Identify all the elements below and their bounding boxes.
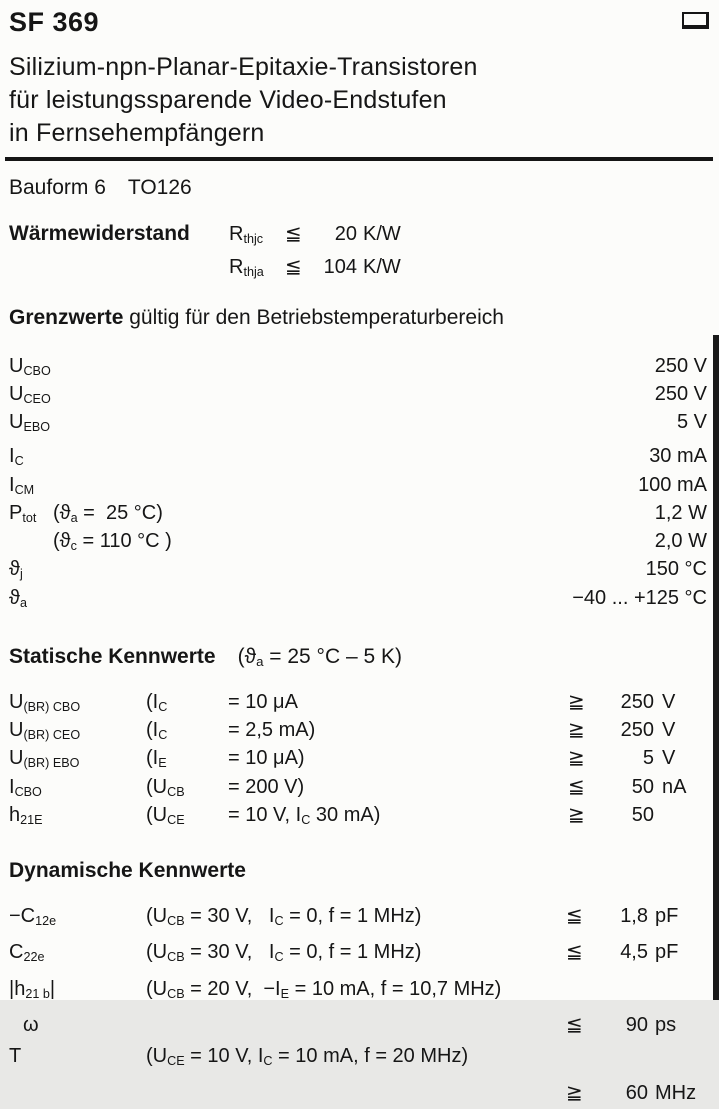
c1-cell: (IC	[146, 719, 168, 742]
statische-row	[9, 776, 719, 804]
c1-cell: (UCE	[146, 803, 185, 827]
val-cell: −40 ... +125 °C	[572, 586, 707, 609]
cond-cell: (UCB = 30 V, IC = 0, f = 1 MHz)	[146, 941, 422, 965]
num-cell	[606, 1041, 648, 1077]
dynamische-row	[9, 974, 719, 1010]
c1-cell: (UCB	[146, 775, 185, 799]
unit-cell	[648, 974, 655, 1010]
dynamische-row	[9, 1078, 719, 1109]
description-line: für leistungssparende Video-Endstufen	[9, 86, 447, 114]
grenzwert-row	[9, 355, 719, 383]
rel-cell	[566, 974, 606, 1010]
num-cell: 250	[620, 690, 654, 713]
val-cell: 30 mA	[649, 445, 707, 468]
cond-cell	[53, 445, 649, 473]
cond-cell	[53, 355, 655, 383]
grenzwert-row	[9, 383, 719, 411]
sym-cell: h21E	[9, 803, 43, 827]
unit-cell: ps	[655, 1013, 677, 1036]
cond-cell	[53, 383, 655, 411]
cond-cell	[146, 1010, 566, 1042]
num-cell: 5	[642, 747, 654, 770]
heading-condition: (ϑa = 25 °C – 5 K)	[237, 644, 402, 669]
num-cell: 20	[334, 223, 357, 245]
heading-bold-text: Statische Kennwerte	[9, 644, 216, 668]
sym-cell: |h21 b|	[9, 977, 56, 1001]
dynamische-row	[9, 937, 719, 973]
rel-cell: ≧	[568, 803, 585, 826]
grenzwert-row	[9, 474, 719, 502]
cond-cell: (UCB = 30 V, IC = 0, f = 1 MHz)	[146, 905, 422, 928]
num-cell: 50	[631, 803, 654, 826]
sym-cell: ϑa	[9, 586, 27, 610]
num-cell	[606, 974, 648, 1010]
num-cell: 250	[620, 719, 654, 742]
package-line	[0, 176, 719, 200]
sym-cell: IC	[9, 445, 24, 469]
statische-row	[9, 719, 719, 747]
horizontal-rule	[5, 157, 713, 161]
statische-table	[0, 691, 719, 832]
val-cell: 250 V	[654, 382, 707, 405]
unit-cell: pF	[655, 941, 679, 964]
statische-row	[9, 747, 719, 775]
dynamische-row	[9, 901, 719, 937]
rel-cell: ≦	[285, 255, 302, 278]
c2-cell: = 10 μA	[228, 690, 298, 713]
sym-cell: UEBO	[9, 411, 51, 434]
sym-cell: U(BR) CEO	[9, 719, 81, 742]
val-cell: 100 mA	[638, 473, 707, 496]
corner-box-icon	[682, 12, 709, 29]
grenzwert-row	[9, 587, 719, 615]
c1-cell: (IC	[146, 690, 168, 714]
val-cell: 150 °C	[645, 558, 707, 581]
unit-cell	[648, 1041, 655, 1077]
page-title: SF 369	[9, 7, 100, 37]
cond-cell: (ϑa = 25 °C)	[53, 501, 163, 525]
unit-cell: nA	[662, 775, 687, 798]
unit-cell: K/W	[363, 255, 401, 278]
sym-cell: −C12e	[9, 905, 57, 928]
rel-cell: ≦	[566, 1013, 583, 1036]
sym-cell: U(BR) CBO	[9, 690, 81, 714]
sym-cell: UCBO	[9, 354, 51, 378]
sym-cell: C22e	[9, 941, 45, 965]
num-cell: 60	[625, 1081, 648, 1104]
dynamische-row	[9, 1041, 719, 1077]
val-cell: 5 V	[676, 411, 707, 434]
sym-cell: ϑj	[9, 558, 23, 582]
unit-cell: V	[662, 719, 676, 742]
sym-cell: UCEO	[9, 382, 51, 406]
grenzwert-row	[9, 411, 719, 439]
dynamische-table	[0, 901, 719, 1109]
dynamische-row	[9, 1010, 719, 1042]
description-line: in Fernsehempfängern	[9, 119, 265, 147]
sym-cell: U(BR) EBO	[9, 747, 80, 771]
grenzwert-row	[9, 502, 719, 530]
cond-cell: (ϑc = 110 °C )	[53, 530, 172, 553]
grenzwert-row	[9, 530, 719, 558]
grenzwert-row	[9, 558, 719, 586]
rel-cell: ≦	[568, 775, 585, 798]
sym-cell: T	[9, 1045, 22, 1068]
heading-bold-text: Dynamische Kennwerte	[9, 859, 246, 883]
sym-cell: Ptot	[9, 501, 37, 525]
cond-cell: (UCE = 10 V, IC = 10 mA, f = 20 MHz)	[146, 1045, 469, 1069]
statische-row	[9, 804, 719, 832]
section-heading-grenzwerte	[0, 306, 719, 330]
sym-cell: ICBO	[9, 775, 42, 799]
val-cell: 1,2 W	[654, 501, 707, 524]
num-cell: 90	[625, 1013, 648, 1036]
num-cell: 104	[323, 255, 357, 278]
sym-cell	[9, 1078, 146, 1109]
unit-cell: pF	[655, 905, 679, 928]
sym-cell: ICM	[9, 473, 35, 497]
val-cell: 2,0 W	[654, 530, 707, 553]
thermal-label: Wärmewiderstand	[9, 222, 190, 245]
rel-cell: ≧	[566, 1081, 583, 1104]
unit-cell: K/W	[363, 223, 401, 245]
heading-rest-text: gültig für den Betriebstemperaturbereich	[123, 305, 504, 329]
num-cell: 1,8	[620, 905, 648, 928]
unit-cell	[654, 804, 662, 832]
grenzwert-row	[9, 445, 719, 473]
rel-cell: ≧	[568, 747, 585, 770]
section-heading-dynamische	[0, 859, 719, 883]
num-cell: 4,5	[620, 941, 648, 964]
cond-cell	[53, 411, 677, 439]
c1-cell: (IE	[146, 747, 167, 771]
section-heading-statische	[0, 645, 719, 674]
rel-cell	[566, 1041, 606, 1077]
rel-cell: ≧	[568, 690, 585, 713]
cond-cell: (UCB = 20 V, −IE = 10 mA, f = 10,7 MHz)	[146, 977, 502, 1001]
thermal-row	[229, 220, 719, 253]
val-cell: 250 V	[654, 354, 707, 377]
num-cell: 50	[631, 775, 654, 798]
unit-cell: MHz	[655, 1081, 697, 1104]
scan-edge-strip	[713, 335, 719, 1000]
grenzwerte-table	[0, 355, 719, 615]
thermal-resistance-block	[0, 220, 719, 286]
rel-cell: ≦	[566, 905, 583, 928]
cond-cell	[53, 474, 638, 502]
sym-cell: Rthja	[229, 255, 264, 279]
c2-cell: = 2,5 mA)	[228, 719, 316, 742]
description-line: Silizium-npn-Planar-Epitaxie-Transistoren	[9, 53, 478, 81]
rel-cell: ≦	[566, 941, 583, 964]
sym-cell: ω	[23, 1013, 39, 1036]
package-code: TO126	[127, 176, 192, 199]
unit-cell: V	[662, 747, 676, 770]
thermal-rows	[229, 220, 719, 286]
cond-cell	[53, 558, 646, 586]
thermal-row	[229, 253, 719, 286]
rel-cell: ≧	[568, 719, 585, 742]
device-description	[0, 51, 719, 150]
statische-row	[9, 691, 719, 719]
bauform-label: Bauform 6	[9, 176, 106, 199]
rel-cell: ≦	[285, 223, 302, 245]
cond-cell	[146, 1078, 566, 1109]
c2-cell: = 200 V)	[228, 775, 305, 798]
c2-cell: = 10 V, IC 30 mA)	[228, 803, 381, 827]
c2-cell: = 10 μA)	[228, 747, 305, 770]
unit-cell: V	[662, 690, 676, 713]
heading-bold-text: Grenzwerte	[9, 305, 124, 329]
cond-cell	[53, 587, 572, 615]
sym-cell	[9, 530, 53, 558]
sym-cell: Rthjc	[229, 223, 264, 246]
